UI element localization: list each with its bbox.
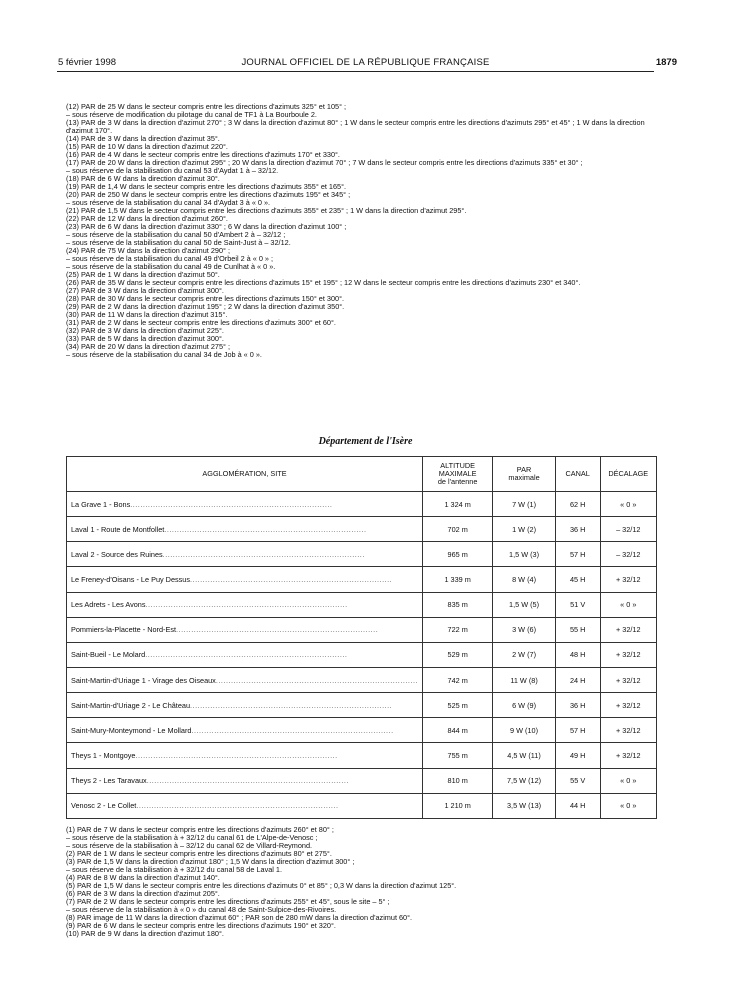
leader-dots (216, 676, 418, 685)
table-row (67, 693, 657, 718)
header-site: AGGLOMÉRATION, SITE (67, 457, 423, 492)
header-rule (57, 71, 654, 72)
notes-top (66, 103, 656, 360)
header-altitude-label: ALTITUDE MAXIMALE (438, 461, 477, 478)
site-name: La Grave 1 - Bons (71, 499, 131, 509)
canal-cell: 44 H (555, 793, 600, 818)
par-cell: 3,5 W (13) (493, 793, 556, 818)
decalage-cell: + 32/12 (600, 642, 656, 667)
decalage-cell: + 32/12 (600, 718, 656, 743)
note-line: (4) PAR de 8 W dans la direction d'azimut 140°. (66, 873, 220, 883)
canal-cell: 49 H (555, 743, 600, 768)
table-row (67, 718, 657, 743)
site-cell (67, 542, 423, 567)
par-cell: 2 W (7) (493, 642, 556, 667)
note-line: – sous réserve de la stabilisation à + 32/12 du canal 61 de L'Alpe-de-Venosc ; (66, 833, 318, 843)
site-cell (67, 567, 423, 592)
par-cell: 8 W (4) (493, 567, 556, 592)
header-altitude (423, 457, 493, 492)
note-line: – sous réserve de la stabilisation du canal 34 d'Aydat 3 à « 0 ». (66, 198, 271, 208)
decalage-cell: + 32/12 (600, 743, 656, 768)
note-line: – sous réserve de la stabilisation du canal 50 de Saint-Just à – 32/12. (66, 238, 291, 248)
canal-cell: 36 H (555, 693, 600, 718)
site-name: Laval 2 - Source des Ruines (71, 549, 163, 559)
note-line: – sous réserve de la stabilisation du canal 49 de Cunlhat à « 0 ». (66, 262, 276, 272)
site-cell (67, 743, 423, 768)
note-line: (33) PAR de 5 W dans la direction d'azimut 300°. (66, 334, 224, 344)
site-name: Laval 1 - Route de Montfollet (71, 524, 165, 534)
altitude-cell: 1 210 m (423, 793, 493, 818)
site-cell (67, 517, 423, 542)
altitude-cell: 844 m (423, 718, 493, 743)
site-name: Les Adrets - Les Avons (71, 600, 146, 610)
canal-cell: 48 H (555, 642, 600, 667)
par-cell: 1,5 W (3) (493, 542, 556, 567)
site-name: Saint-Martin-d'Uriage 2 - Le Château (71, 700, 191, 710)
altitude-cell: 1 339 m (423, 567, 493, 592)
par-cell: 6 W (9) (493, 693, 556, 718)
note-line: (34) PAR de 20 W dans la direction d'azimut 275° ; (66, 342, 230, 352)
decalage-cell: + 32/12 (600, 693, 656, 718)
note-line: (26) PAR de 35 W dans le secteur compris entre les directions d'azimuts 15° et 195° ; 12 W dans le secteur compris entre les directions d'azimuts 230° et 340°. (66, 278, 581, 288)
canal-cell: 51 V (555, 592, 600, 617)
site-name: Pommiers-la-Placette - Nord-Est (71, 625, 177, 635)
note-line: (17) PAR de 20 W dans la direction d'azimut 295° ; 20 W dans la direction d'azimut 70° ; 7 W dans le secteur compris entre les directions d'azimuts 335° et 30° ; (66, 158, 583, 168)
canal-cell: 57 H (555, 542, 600, 567)
note-line: (15) PAR de 10 W dans la direction d'azimut 220°. (66, 142, 228, 152)
par-cell: 1 W (2) (493, 517, 556, 542)
site-cell (67, 718, 423, 743)
par-cell: 4,5 W (11) (493, 743, 556, 768)
table-row (67, 768, 657, 793)
note-line: (29) PAR de 2 W dans la direction d'azimut 195° ; 2 W dans la direction d'azimut 350°. (66, 302, 345, 312)
leader-dots (136, 751, 338, 760)
note-line: (20) PAR de 250 W dans le secteur compris entre les directions d'azimuts 195° et 345° ; (66, 190, 351, 200)
table-row (67, 642, 657, 667)
par-cell: 9 W (10) (493, 718, 556, 743)
leader-dots (176, 625, 378, 634)
table-row (67, 567, 657, 592)
header-decalage: DÉCALAGE (600, 457, 656, 492)
leader-dots (146, 600, 348, 609)
note-line: (8) PAR image de 11 W dans la direction d'azimut 60° ; PAR son de 280 mW dans la direction d'azimut 60°. (66, 913, 413, 923)
site-cell (67, 667, 423, 692)
note-line: (12) PAR de 25 W dans le secteur compris entre les directions d'azimuts 325° et 105° ; (66, 102, 347, 111)
decalage-cell: « 0 » (600, 492, 656, 517)
table-row (67, 793, 657, 818)
note-line: (32) PAR de 3 W dans la direction d'azimut 225°. (66, 326, 224, 336)
note-line: – sous réserve de la stabilisation du canal 50 d'Ambert 2 à – 32/12 ; (66, 230, 286, 240)
table-row (67, 667, 657, 692)
site-name: Saint-Martin-d'Uriage 1 - Virage des Oiseaux (71, 675, 216, 685)
par-cell: 11 W (8) (493, 667, 556, 692)
site-name: Theys 1 - Montgoye (71, 750, 136, 760)
canal-cell: 55 H (555, 617, 600, 642)
header-par (493, 457, 556, 492)
header-altitude-sub: de l'antenne (437, 477, 478, 486)
note-line: – sous réserve de la stabilisation à – 32/12 du canal 62 de Villard-Reymond. (66, 841, 313, 851)
sites-table (66, 456, 657, 819)
canal-cell: 36 H (555, 517, 600, 542)
journal-title: JOURNAL OFFICIEL DE LA RÉPUBLIQUE FRANÇAISE (241, 57, 490, 68)
site-cell (67, 642, 423, 667)
site-name: Saint-Bueil - Le Molard (71, 650, 146, 660)
altitude-cell: 810 m (423, 768, 493, 793)
table-row (67, 743, 657, 768)
table-row (67, 542, 657, 567)
altitude-cell: 722 m (423, 617, 493, 642)
note-line: (28) PAR de 30 W dans le secteur compris entre les directions d'azimuts 150° et 300°. (66, 294, 345, 304)
table-row (67, 592, 657, 617)
site-cell (67, 592, 423, 617)
table-row (67, 492, 657, 517)
par-cell: 1,5 W (5) (493, 592, 556, 617)
leader-dots (147, 776, 349, 785)
note-line: (14) PAR de 3 W dans la direction d'azimut 35°. (66, 134, 220, 144)
altitude-cell: 835 m (423, 592, 493, 617)
note-line: (22) PAR de 12 W dans la direction d'azimut 260°. (66, 214, 228, 224)
note-line: (24) PAR de 75 W dans la direction d'azimut 290° ; (66, 246, 230, 256)
table-header-row (67, 457, 657, 492)
decalage-cell: « 0 » (600, 592, 656, 617)
note-line: (2) PAR de 1 W dans le secteur compris entre les directions d'azimuts 80° et 275°. (66, 849, 332, 859)
note-line: (23) PAR de 6 W dans la direction d'azimut 330° ; 6 W dans la direction d'azimut 100° ; (66, 222, 347, 232)
leader-dots (145, 650, 347, 659)
site-cell (67, 617, 423, 642)
note-line: (6) PAR de 3 W dans la direction d'azimut 205°. (66, 889, 220, 899)
altitude-cell: 1 324 m (423, 492, 493, 517)
table-row (67, 517, 657, 542)
table-row (67, 617, 657, 642)
par-cell: 7,5 W (12) (493, 768, 556, 793)
altitude-cell: 529 m (423, 642, 493, 667)
leader-dots (164, 525, 366, 534)
page-number: 1879 (655, 57, 677, 68)
site-name: Le Freney-d'Oisans - Le Puy Dessus (71, 574, 191, 584)
note-line: – sous réserve de la stabilisation du canal 34 de Job à « 0 ». (66, 350, 262, 360)
decalage-cell: – 32/12 (600, 542, 656, 567)
note-line: (9) PAR de 6 W dans le secteur compris entre les directions d'azimuts 190° et 320°. (66, 921, 336, 931)
note-line: (13) PAR de 3 W dans la direction d'azimut 270° ; 3 W dans la direction d'azimut 80° ; 1 W dans le secteur compris entre les directions d'azimuts 295° et 45° ; 1 W dans la direction d'azimut 170°. (66, 118, 645, 136)
altitude-cell: 965 m (423, 542, 493, 567)
header-par-sub: maximale (508, 473, 540, 482)
decalage-cell: + 32/12 (600, 617, 656, 642)
note-line: – sous réserve de la stabilisation du canal 49 d'Orbeil 2 à « 0 » ; (66, 254, 274, 264)
note-line: (10) PAR de 9 W dans la direction d'azimut 180°. (66, 929, 224, 939)
note-line: (16) PAR de 4 W dans le secteur compris entre les directions d'azimuts 170° et 330°. (66, 150, 340, 160)
leader-dots (191, 726, 393, 735)
note-line: (25) PAR de 1 W dans la direction d'azimut 50°. (66, 270, 220, 280)
par-cell: 7 W (1) (493, 492, 556, 517)
site-cell (67, 793, 423, 818)
notes-bottom (66, 826, 656, 938)
note-line: (1) PAR de 7 W dans le secteur compris entre les directions d'azimuts 260° et 80° ; (66, 825, 334, 834)
decalage-cell: + 32/12 (600, 567, 656, 592)
header-par-label: PAR (516, 465, 532, 474)
leader-dots (163, 550, 365, 559)
note-line: (27) PAR de 3 W dans la direction d'azimut 300°. (66, 286, 224, 296)
note-line: (7) PAR de 2 W dans le secteur compris entre les directions d'azimuts 255° et 45°, sous le site – 5° ; (66, 897, 390, 907)
canal-cell: 62 H (555, 492, 600, 517)
site-name: Saint-Mury-Monteymond - Le Mollard (71, 725, 192, 735)
note-line: – sous réserve de la stabilisation à + 32/12 du canal 58 de Laval 1. (66, 865, 283, 875)
decalage-cell: « 0 » (600, 793, 656, 818)
note-line: (19) PAR de 1,4 W dans le secteur compris entre les directions d'azimuts 355° et 165°. (66, 182, 347, 192)
note-line: – sous réserve de la stabilisation à « 0 » du canal 48 de Saint-Sulpice-des-Rivoires. (66, 905, 337, 915)
altitude-cell: 525 m (423, 693, 493, 718)
note-line: (3) PAR de 1,5 W dans la direction d'azimut 180° ; 1,5 W dans la direction d'azimut 300° ; (66, 857, 355, 867)
note-line: – sous réserve de la stabilisation du canal 53 d'Aydat 1 à – 32/12. (66, 166, 279, 176)
leader-dots (130, 500, 332, 509)
header-date: 5 février 1998 (58, 57, 117, 68)
note-line: (21) PAR de 1,5 W dans le secteur compris entre les directions d'azimuts 355° et 235° ; 1 W dans la direction d'azimut 295°. (66, 206, 467, 216)
note-line: (30) PAR de 11 W dans la direction d'azimut 315°. (66, 310, 228, 320)
site-cell (67, 693, 423, 718)
department-title: Département de l'Isère (318, 436, 413, 447)
leader-dots (136, 801, 338, 810)
site-name: Theys 2 - Les Taravaux (71, 776, 147, 786)
altitude-cell: 702 m (423, 517, 493, 542)
canal-cell: 57 H (555, 718, 600, 743)
decalage-cell: « 0 » (600, 768, 656, 793)
canal-cell: 55 V (555, 768, 600, 793)
decalage-cell: – 32/12 (600, 517, 656, 542)
decalage-cell: + 32/12 (600, 667, 656, 692)
header-canal: CANAL (555, 457, 600, 492)
note-line: (18) PAR de 6 W dans la direction d'azimut 30°. (66, 174, 220, 184)
site-name: Venosc 2 - Le Collet (71, 801, 137, 811)
canal-cell: 45 H (555, 567, 600, 592)
leader-dots (190, 701, 392, 710)
leader-dots (190, 575, 392, 584)
note-line: – sous réserve de modification du pilotage du canal de TF1 à La Bourboule 2. (66, 110, 317, 120)
site-cell (67, 492, 423, 517)
altitude-cell: 742 m (423, 667, 493, 692)
site-cell (67, 768, 423, 793)
canal-cell: 24 H (555, 667, 600, 692)
table-body (67, 492, 657, 819)
note-line: (31) PAR de 2 W dans le secteur compris entre les directions d'azimuts 300° et 60°. (66, 318, 336, 328)
note-line: (5) PAR de 1,5 W dans le secteur compris entre les directions d'azimuts 0° et 85° ; 0,3 W dans la direction d'azimut 125°. (66, 881, 457, 891)
par-cell: 3 W (6) (493, 617, 556, 642)
altitude-cell: 755 m (423, 743, 493, 768)
